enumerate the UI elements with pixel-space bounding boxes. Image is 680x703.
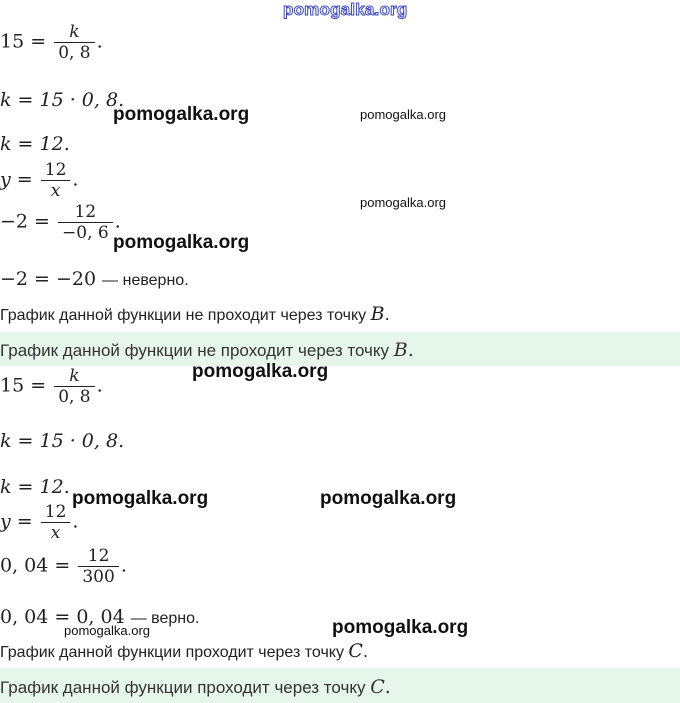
answer-band-b: График данной функции не проходит через точку B.: [0, 332, 680, 366]
fraction: [41, 160, 71, 201]
numerator: k: [69, 22, 80, 42]
fraction: [58, 202, 113, 243]
conclusion-text: График данной функции не проходит через точку: [0, 307, 367, 324]
conclusion-b: График данной функции не проходит через точку B.: [0, 303, 390, 325]
denominator: −0, 6: [58, 222, 113, 243]
fraction: [78, 546, 118, 587]
fraction: [54, 366, 94, 407]
denominator: 0, 8: [54, 42, 94, 63]
conclusion-text: График данной функции проходит через точку: [0, 644, 344, 661]
eq-lhs: −2 =: [0, 210, 50, 233]
equation-b-1: 15 = $\frac{k}{0, 8}$ .: [0, 22, 103, 63]
watermark: pomogalka.org: [192, 361, 329, 382]
conclusion-c: График данной функции проходит через точку C.: [0, 640, 369, 662]
equation-c-2: k = 15 · 0, 8.: [0, 430, 125, 452]
point-label: C: [348, 640, 363, 662]
numerator: 12: [87, 546, 110, 566]
equation-b-6: [0, 268, 189, 292]
equation-c-3: k = 12.: [0, 476, 70, 498]
denominator: x: [41, 180, 71, 201]
fraction: [41, 502, 71, 543]
eq-lhs: y =: [0, 510, 33, 533]
eq-lhs: y =: [0, 168, 33, 191]
watermark: pomogalka.org: [320, 488, 457, 509]
watermark: pomogalka.org: [332, 617, 469, 638]
equation-b-3: k = 12.: [0, 133, 70, 155]
numerator: 12: [44, 160, 67, 180]
answer-text: График данной функции не проходит через точку: [0, 341, 390, 360]
equation-c-5: 0, 04 = $\frac{12}{300}$ .: [0, 546, 127, 587]
eq-math: 0, 04 = 0, 04: [0, 606, 125, 628]
watermark: pomogalka.org: [72, 488, 209, 509]
eq-verdict: — неверно.: [102, 272, 189, 289]
point-label: B: [370, 303, 385, 325]
watermark: pomogalka.org: [113, 104, 250, 125]
numerator: 12: [74, 202, 97, 222]
eq-lhs: 0, 04 =: [0, 554, 71, 577]
denominator: x: [41, 522, 71, 543]
equation-c-4: y = $\frac{12}{x}$ .: [0, 502, 79, 543]
point-label: C: [370, 676, 385, 698]
equation-b-2: k = 15 · 0, 8.: [0, 89, 125, 111]
fraction: [54, 22, 94, 63]
answer-band-c: График данной функции проходит через точку C.: [0, 668, 680, 703]
denominator: 0, 8: [54, 386, 94, 407]
eq-lhs: 15 =: [0, 30, 47, 53]
eq-lhs: 15 =: [0, 374, 47, 397]
watermark: pomogalka.org: [113, 232, 250, 253]
equation-b-4: y = $\frac{12}{x}$ .: [0, 160, 79, 201]
eq-math: −2 = −20: [0, 268, 97, 290]
watermark: pomogalka.org: [64, 623, 150, 638]
eq-verdict: — верно.: [130, 610, 200, 627]
denominator: 300: [78, 566, 118, 587]
answer-text: График данной функции проходит через точку: [0, 678, 366, 697]
numerator: 12: [44, 502, 67, 522]
equation-c-1: 15 = $\frac{k}{0, 8}$ .: [0, 366, 103, 407]
numerator: k: [69, 366, 80, 386]
watermark: pomogalka.org: [360, 195, 446, 210]
point-label: B: [393, 339, 408, 361]
watermark-top: pomogalka.org: [283, 0, 408, 19]
equation-b-5: −2 = $\frac{12}{-0, 6}$ .: [0, 202, 121, 243]
watermark: pomogalka.org: [360, 107, 446, 122]
